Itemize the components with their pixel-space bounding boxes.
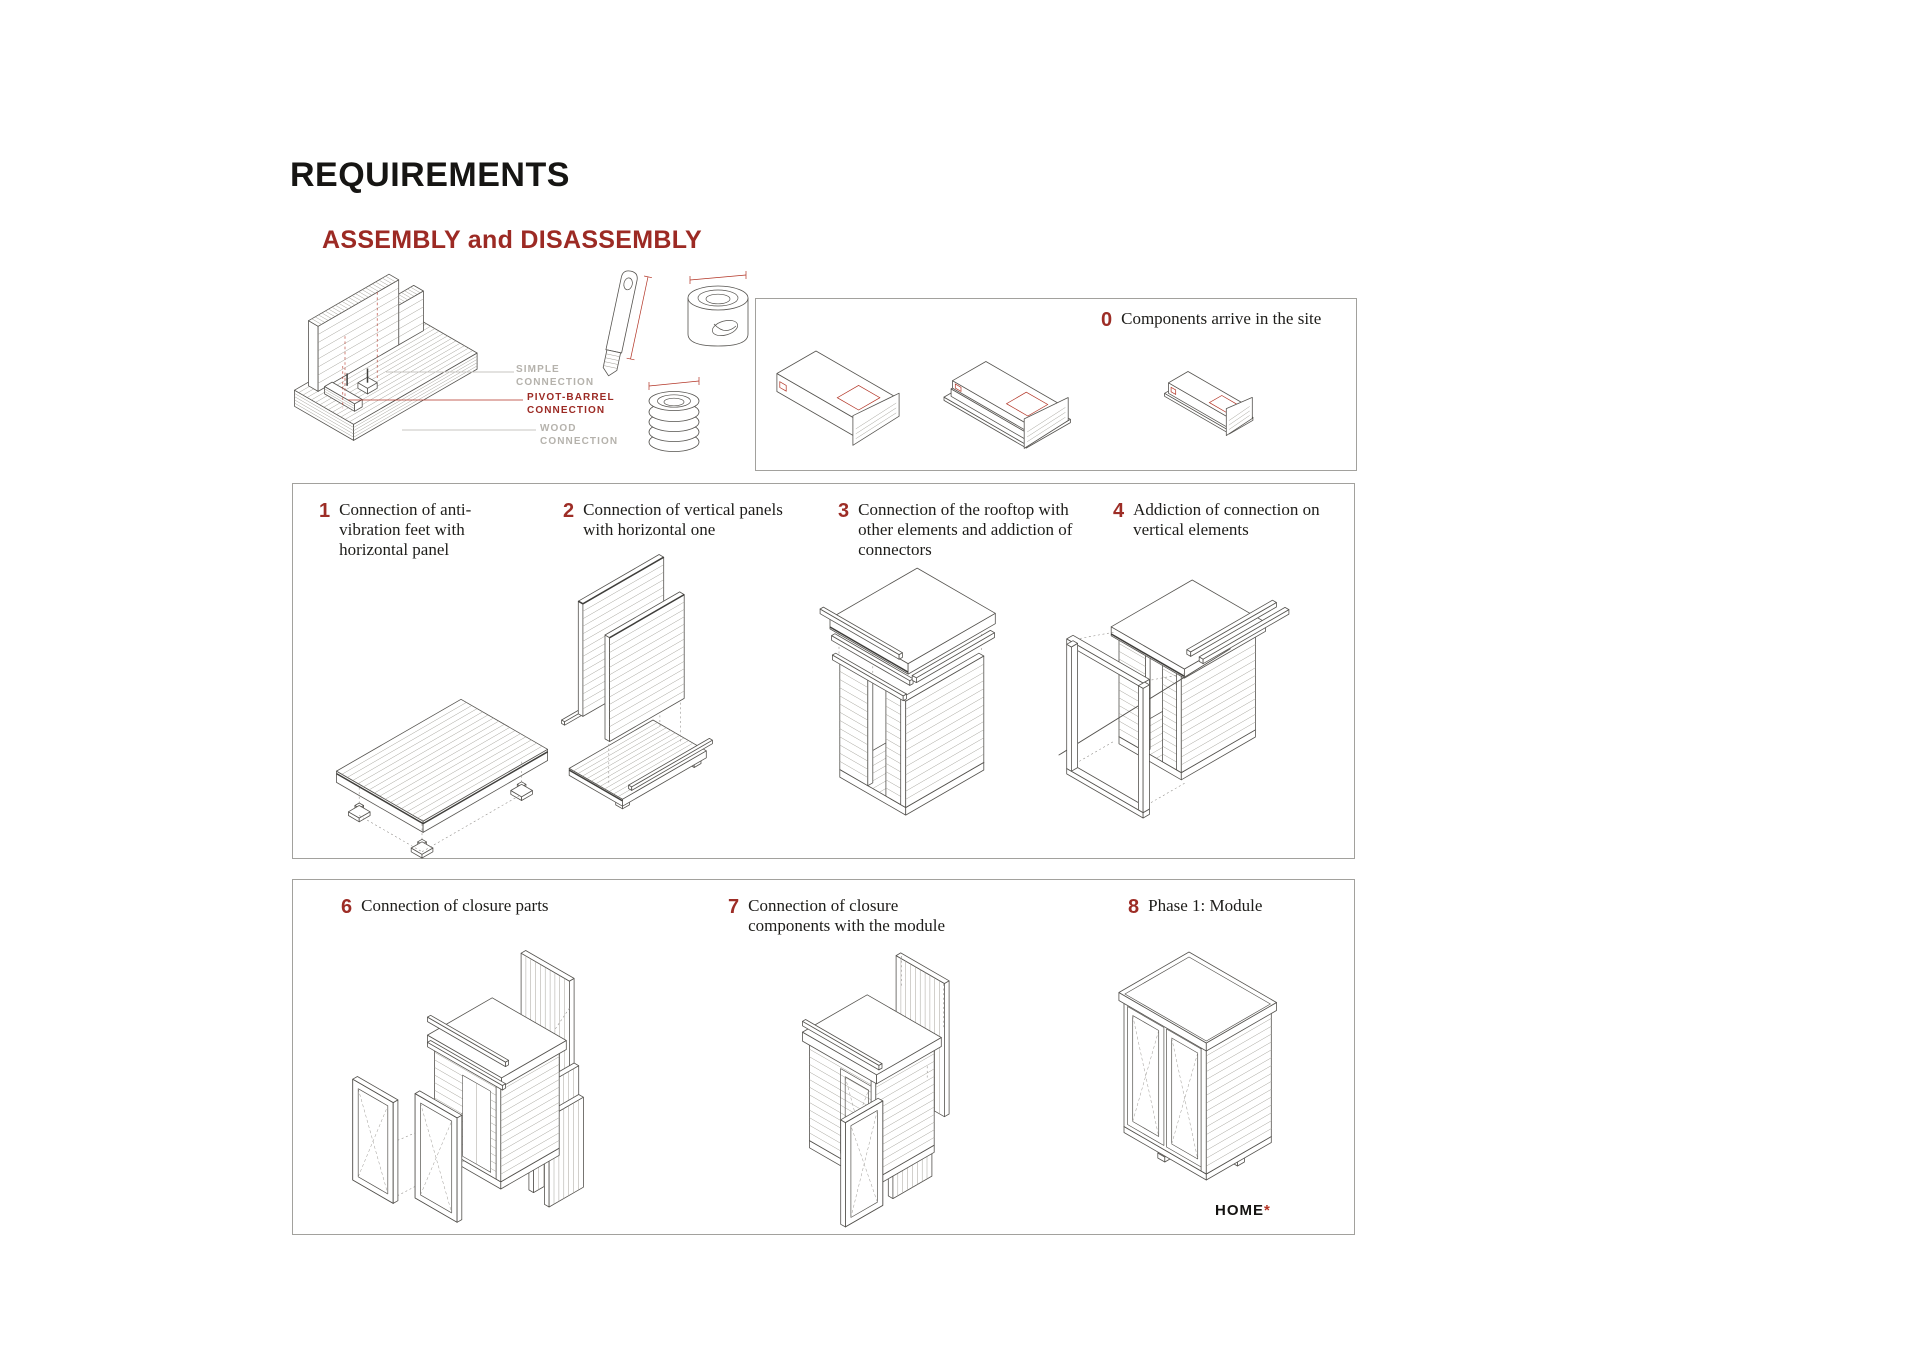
brand-name: HOME bbox=[1215, 1202, 1264, 1219]
brand-logo bbox=[1215, 1202, 1271, 1219]
step-8-number: 8 bbox=[1128, 896, 1140, 918]
section-subtitle: ASSEMBLY and DISASSEMBLY bbox=[322, 226, 702, 254]
step-0-label: Components arrive in the site bbox=[1121, 309, 1322, 328]
step-4-number: 4 bbox=[1113, 500, 1125, 522]
step-2-number: 2 bbox=[563, 500, 575, 522]
step-1-illustration bbox=[333, 699, 593, 859]
step-6-illustration bbox=[321, 932, 661, 1232]
step-1-label: Connection of anti-vibration feet with horizontal panel bbox=[339, 500, 472, 559]
connection-label-wood: WOOD CONNECTION bbox=[540, 423, 619, 447]
step-8-illustration bbox=[1121, 940, 1311, 1185]
step-4-label: Addiction of connection on vertical elements bbox=[1133, 500, 1320, 539]
step-1-number: 1 bbox=[319, 500, 331, 522]
step-4-header bbox=[1113, 500, 1328, 540]
step-3-number: 3 bbox=[838, 500, 850, 522]
step-7-illustration bbox=[688, 932, 1028, 1232]
step-7-number: 7 bbox=[728, 896, 740, 918]
step-6-header bbox=[341, 896, 661, 918]
step-2-header bbox=[563, 500, 798, 540]
step-7-header bbox=[728, 896, 958, 936]
step-4-illustration bbox=[1053, 546, 1323, 846]
step-8-label: Phase 1: Module bbox=[1148, 896, 1263, 915]
step-0-illustration bbox=[756, 335, 1356, 467]
step-2-label: Connection of vertical panels with horizontal one bbox=[583, 500, 783, 539]
page-title: REQUIREMENTS bbox=[290, 156, 570, 194]
step-2-illustration bbox=[555, 549, 755, 819]
connection-label-pivot-barrel: PIVOT-BARREL CONNECTION bbox=[527, 392, 615, 416]
step-8-header bbox=[1128, 896, 1348, 918]
connection-label-simple: SIMPLE CONNECTION bbox=[516, 364, 595, 388]
step-6-label: Connection of closure parts bbox=[361, 896, 549, 915]
step-6-number: 6 bbox=[341, 896, 353, 918]
step-0-panel bbox=[755, 298, 1357, 471]
step-7-label: Connection of closure components with the module bbox=[748, 896, 946, 935]
step-3-illustration bbox=[818, 542, 1018, 842]
brand-asterisk: * bbox=[1264, 1202, 1271, 1219]
steps-6-8-panel bbox=[292, 879, 1355, 1235]
step-0-header bbox=[1101, 309, 1321, 331]
steps-1-4-panel bbox=[292, 483, 1355, 859]
step-1-header bbox=[319, 500, 529, 560]
step-3-label: Connection of the rooftop with other elements and addiction of connectors bbox=[858, 500, 1073, 559]
step-0-number: 0 bbox=[1101, 309, 1113, 331]
